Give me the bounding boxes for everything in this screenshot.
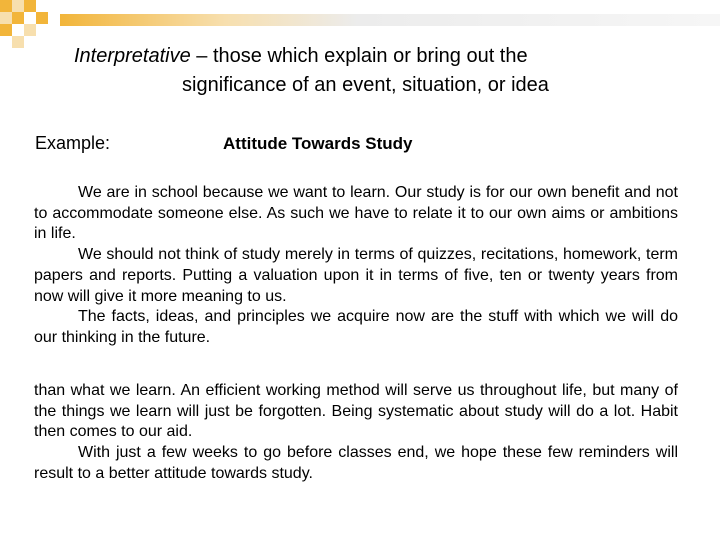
slide-title: [74, 42, 694, 100]
checker-square: [12, 36, 24, 48]
checker-square: [36, 12, 48, 24]
checker-square: [0, 12, 12, 24]
paragraph: than what we learn. An efficient working method will serve us throughout life, but many of the things we learn will just be forgotten. Being systematic about study will do a lot. Habit then comes to our aid.: [34, 382, 678, 441]
title-term: Interpretative: [74, 45, 191, 67]
paragraph: With just a few weeks to go before classes end, we hope these few reminders will result to a better attitude towards study.: [34, 444, 678, 482]
example-label: Example:: [35, 133, 111, 153]
header-gradient-bar: [60, 14, 720, 26]
paragraph: We should not think of study merely in terms of quizzes, recitations, homework, term papers and reports. Putting a valuation upon it in terms of five, ten or twenty years from now will give it more meaning to us.: [34, 246, 678, 305]
body-text-upper: [34, 183, 678, 349]
paragraph: We are in school because we want to learn. Our study is for our own benefit and not to accommodate someone else. As such we have to relate it to our own aims or ambitions in life.: [34, 184, 678, 243]
paragraph: The facts, ideas, and principles we acquire now are the stuff with which we will do our thinking in the future.: [34, 308, 678, 346]
body-text-lower: [34, 381, 678, 485]
checker-square: [24, 24, 36, 36]
checker-square: [0, 24, 12, 36]
checker-square: [12, 0, 24, 12]
checker-square: [0, 0, 12, 12]
checker-square: [24, 0, 36, 12]
title-rest: – those which explain or bring out the: [190, 45, 528, 67]
checker-square: [12, 12, 24, 24]
title-line-2: significance of an event, situation, or idea: [182, 74, 549, 96]
example-heading: Attitude Towards Study: [223, 134, 413, 153]
